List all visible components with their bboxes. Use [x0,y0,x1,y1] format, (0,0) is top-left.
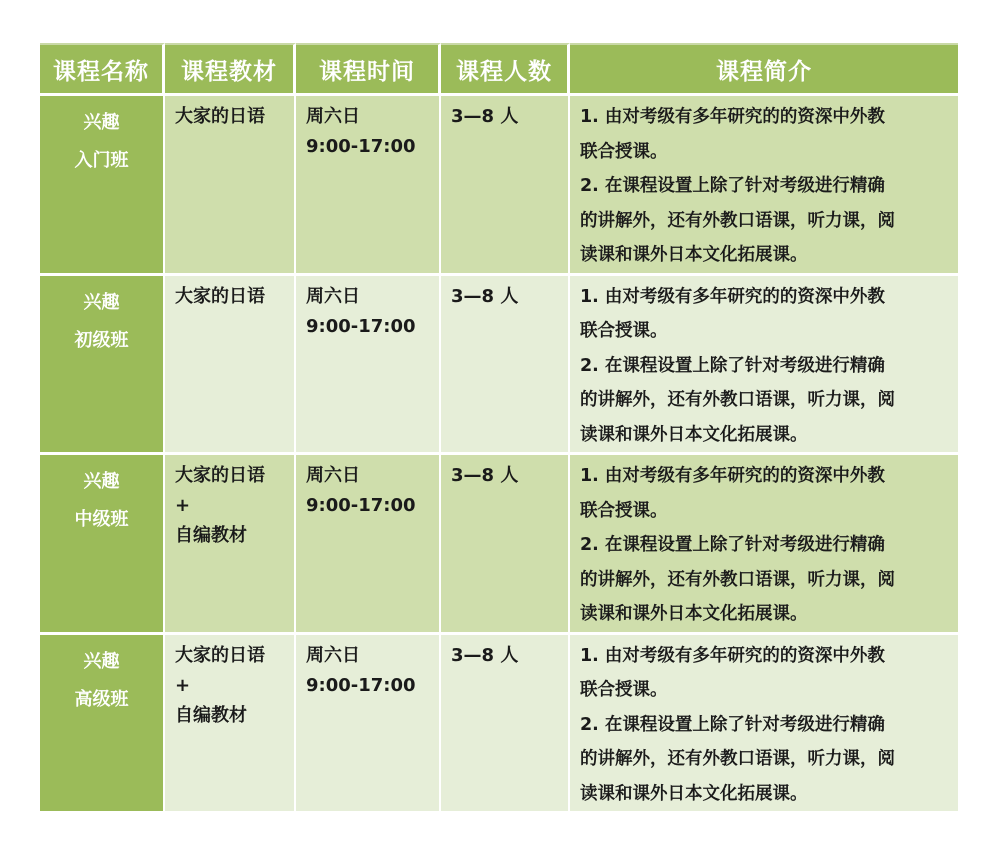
course-intro-cell-line: 的讲解外，还有外教口语课，听力课，阅 [580,749,895,769]
course-intro-cell-line: 1. 由对考级有多年研究的的资深中外教 [580,107,885,127]
header-course-material: 课程教材 [165,43,296,93]
course-intro-cell-line: 2. 在课程设置上除了针对考级进行精确 [580,535,885,555]
course-name-cell-line: 兴趣 [83,291,120,313]
table-row [40,452,958,632]
course-name-cell-line: 兴趣 [83,112,120,133]
course-count-cell: 3—8 人 [441,273,570,453]
table-row [40,93,958,273]
header-course-count: 课程人数 [441,43,570,93]
course-name-cell [40,273,165,453]
course-intro-cell-line: 联合授课。 [580,141,668,162]
course-intro-cell-line: 1. 由对考级有多年研究的的资深中外教 [580,645,885,666]
course-table [40,43,958,811]
course-time-cell-line: 9:00-17:00 [306,136,416,157]
course-time-cell-line: 9:00-17:00 [306,495,416,516]
course-name-cell-line: 中级班 [74,509,129,530]
course-material-cell-line: 大家的日语 [175,106,265,127]
course-material-cell-line: + [175,674,191,696]
course-time-cell-line: 周六日 [306,644,360,666]
course-name-cell-line: 入门班 [74,150,129,171]
course-intro-cell [570,93,958,273]
course-intro-cell-line: 读课和课外日本文化拓展课。 [580,424,808,445]
course-intro-cell [570,632,958,812]
course-intro-cell-line: 2. 在课程设置上除了针对考级进行精确 [580,714,885,735]
course-time-cell [296,273,441,453]
course-name-cell [40,452,165,632]
course-count-cell: 3—8 人 [441,632,570,812]
course-material-cell [165,93,296,273]
course-table-container [40,43,958,811]
course-count-cell: 3—8 人 [441,452,570,632]
course-material-cell-line: 自编教材 [175,525,247,546]
table-row [40,632,958,812]
course-intro-cell-line: 读课和课外日本文化拓展课。 [580,245,808,265]
table-header-row [40,43,958,93]
course-material-cell-line: 自编教材 [175,704,247,726]
course-intro-cell-line: 的讲解外，还有外教口语课，听力课，阅 [580,390,895,410]
course-name-cell-line: 初级班 [74,329,129,351]
course-time-cell-line: 9:00-17:00 [306,674,416,696]
course-material-cell-line: + [175,495,191,516]
course-count-cell: 3—8 人 [441,93,570,273]
course-name-cell-line: 高级班 [74,688,129,710]
course-time-cell-line: 周六日 [306,285,360,307]
course-intro-cell-line: 1. 由对考级有多年研究的的资深中外教 [580,286,885,307]
course-name-cell [40,93,165,273]
course-intro-cell [570,452,958,632]
course-intro-cell-line: 联合授课。 [580,500,668,521]
course-intro-cell-line: 的讲解外，还有外教口语课，听力课，阅 [580,210,895,231]
course-intro-cell-line: 的讲解外，还有外教口语课，听力课，阅 [580,569,895,590]
course-intro-cell-line: 读课和课外日本文化拓展课。 [580,783,808,804]
table-row [40,273,958,453]
course-time-cell [296,632,441,812]
header-course-time: 课程时间 [296,43,441,93]
course-material-cell-line: 大家的日语 [175,644,265,666]
course-time-cell [296,93,441,273]
course-intro-cell-line: 2. 在课程设置上除了针对考级进行精确 [580,355,885,376]
course-intro-cell-line: 联合授课。 [580,321,668,341]
course-name-cell-line: 兴趣 [83,471,120,492]
course-time-cell-line: 周六日 [306,106,360,127]
course-material-cell-line: 大家的日语 [175,465,265,486]
course-intro-cell-line: 联合授课。 [580,680,668,700]
table-body [40,93,958,811]
course-time-cell [296,452,441,632]
course-material-cell [165,632,296,812]
course-time-cell-line: 9:00-17:00 [306,315,416,337]
header-course-intro: 课程简介 [570,43,958,93]
course-intro-cell [570,273,958,453]
course-material-cell [165,273,296,453]
course-material-cell [165,452,296,632]
header-course-name: 课程名称 [40,43,165,93]
course-name-cell [40,632,165,812]
course-intro-cell-line: 2. 在课程设置上除了针对考级进行精确 [580,176,885,196]
course-material-cell-line: 大家的日语 [175,285,265,307]
course-intro-cell-line: 读课和课外日本文化拓展课。 [580,604,808,624]
course-time-cell-line: 周六日 [306,465,360,486]
course-intro-cell-line: 1. 由对考级有多年研究的的资深中外教 [580,466,885,486]
course-name-cell-line: 兴趣 [83,650,120,672]
